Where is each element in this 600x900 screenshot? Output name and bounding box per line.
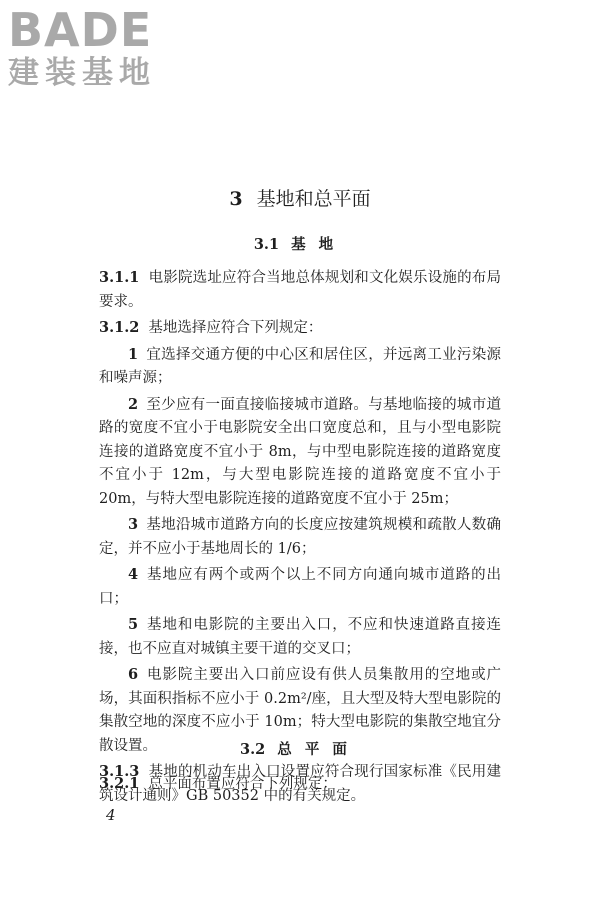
section-heading-3-1 xyxy=(0,235,600,255)
section-number: 3.1 xyxy=(253,236,280,253)
bade-logo xyxy=(8,3,156,92)
item-text: 基地应有两个或两个以上不同方向通向城市道路的出口； xyxy=(99,567,501,607)
clause-text: 基地的机动车出入口设置应符合现行国家标准《民用建筑设计通则》GB 50352 中的有关规定。 xyxy=(99,764,501,804)
item-text: 基地和电影院的主要出入口，不应和快速道路直接连接，也不应直对城镇主要干道的交叉口； xyxy=(99,617,501,657)
clause-3-2-1 xyxy=(99,772,501,797)
item-number: 1 xyxy=(128,345,139,363)
document-body-3-2 xyxy=(99,772,501,799)
item-text: 宜选择交通方便的中心区和居住区，并远离工业污染源和噪声源； xyxy=(99,346,501,386)
list-item xyxy=(99,393,501,512)
clause-text: 电影院选址应符合当地总体规划和文化娱乐设施的布局要求。 xyxy=(99,270,501,310)
list-item xyxy=(99,343,501,391)
item-number: 4 xyxy=(128,566,139,583)
document-body xyxy=(99,266,501,810)
item-number: 6 xyxy=(128,666,139,683)
item-number: 5 xyxy=(128,616,139,633)
clause-text: 基地选择应符合下列规定： xyxy=(148,320,323,336)
item-number: 3 xyxy=(128,516,139,533)
item-text: 基地沿城市道路方向的长度应按建筑规模和疏散人数确定，并不应小于基地周长的 1/6； xyxy=(99,517,501,557)
list-item xyxy=(99,563,501,611)
section-number: 3.2 xyxy=(240,741,266,758)
list-item xyxy=(99,613,501,661)
item-number: 2 xyxy=(128,395,139,413)
section-title: 基地 xyxy=(291,236,347,253)
clause-number: 3.2.1 xyxy=(99,775,140,792)
chapter-number: 3 xyxy=(229,188,243,210)
section-title: 总平面 xyxy=(277,741,360,758)
list-item xyxy=(99,513,501,561)
clause-text: 总平面布置应符合下列规定： xyxy=(148,776,337,792)
item-text: 至少应有一面直接临接城市道路。与基地临接的城市道路的宽度不宜小于电影院安全出口宽度总和，且与小型电影院连接的道路宽度不宜小于 8m，与中型电影院连接的道路宽度不宜小于 12m，与大型电影院连接的道路宽度不宜小于 20m，与特大型电影院连接的道路宽度不宜小于 25m； xyxy=(99,396,501,507)
clause-3-1-2 xyxy=(99,316,501,341)
clause-number: 3.1.3 xyxy=(99,763,140,780)
item-text: 电影院主要出入口前应设有供人员集散用的空地或广场，其面积指标不应小于 0.2m²/座，且大型及特大型电影院的集散空地的深度不应小于 10m；特大型电影院的集散空地宜分散设置。 xyxy=(99,667,501,754)
clause-number: 3.1.1 xyxy=(99,269,140,286)
clause-3-1-1 xyxy=(99,266,501,314)
clause-number: 3.1.2 xyxy=(99,319,140,336)
logo-wordmark: BADE xyxy=(8,3,153,57)
section-heading-3-2 xyxy=(0,740,600,760)
page-number: 4 xyxy=(106,806,116,824)
chapter-heading xyxy=(0,186,600,212)
logo-subtitle: 建装基地 xyxy=(8,55,156,91)
chapter-title: 基地和总平面 xyxy=(256,188,371,210)
